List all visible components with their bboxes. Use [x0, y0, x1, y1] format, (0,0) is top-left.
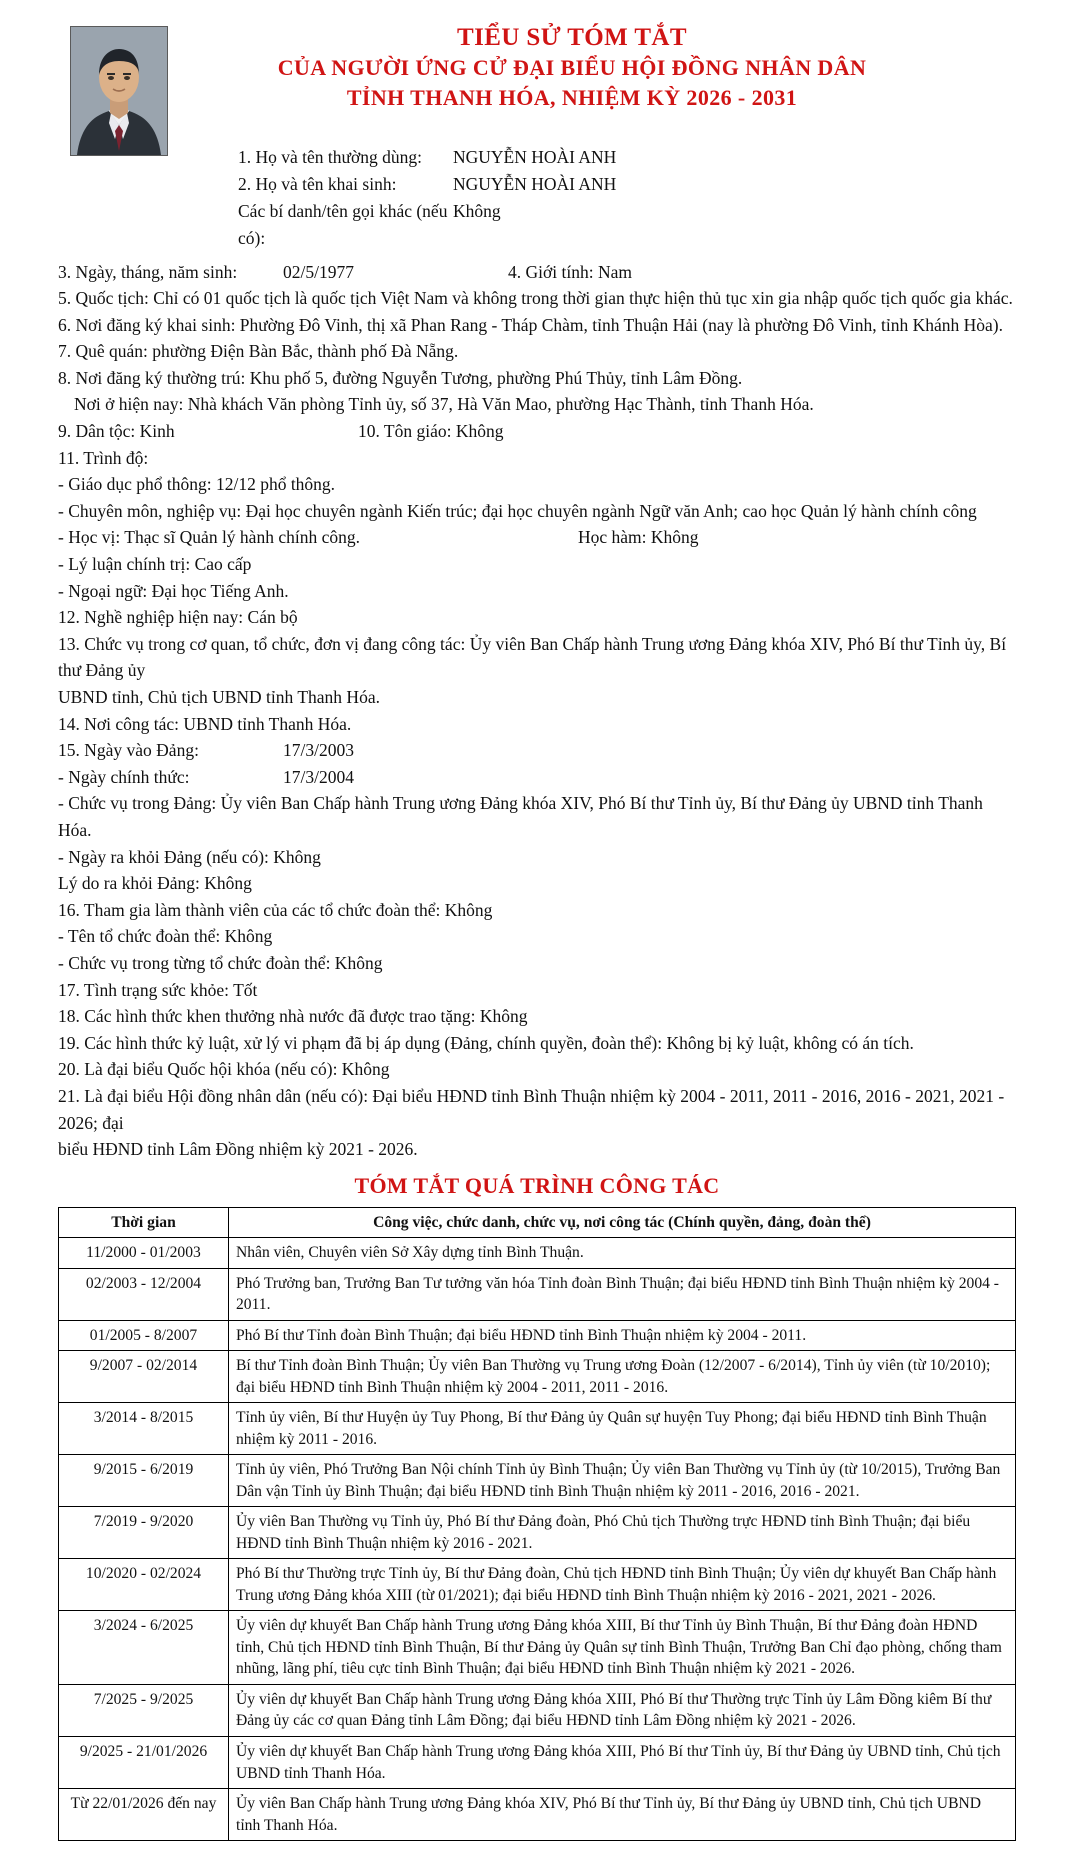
health-line: 17. Tình trạng sức khỏe: Tốt [58, 979, 258, 1000]
cell-period: 9/2007 - 02/2014 [59, 1351, 229, 1403]
cell-period: Từ 22/01/2026 đến nay [59, 1789, 229, 1841]
current-address-line: Nơi ở hiện nay: Nhà khách Văn phòng Tỉnh ủy, số 37, Hà Văn Mao, phường Hạc Thành, tỉnh Thanh Hóa. [74, 394, 814, 415]
people-council-delegate-line-2: biểu HĐND tỉnh Lâm Đồng nhiệm kỳ 2021 - 2026. [58, 1139, 418, 1160]
ethnicity-religion-row [58, 418, 1016, 445]
dob-value: 02/5/1977 [283, 261, 354, 282]
cell-description: Tỉnh ủy viên, Phó Trưởng Ban Nội chính Tỉnh ủy Bình Thuận; Ủy viên Ban Thường vụ Tỉnh ủy (từ 10/2015), Trưởng Ban Dân vận Tỉnh ủy Bình Thuận; đại biểu HĐND tỉnh Bình Thuận nhiệm kỳ 2011 - 2016, 2016 - 2021. [229, 1455, 1016, 1507]
table-row [59, 1611, 1016, 1685]
identity-label: 1. Họ và tên thường dùng: [238, 147, 422, 167]
cell-description: Ủy viên dự khuyết Ban Chấp hành Trung ương Đảng khóa XIII, Bí thư Tỉnh ủy Bình Thuận, Bí thư Đảng đoàn HĐND tỉnh, Chủ tịch HĐND tỉnh Bình Thuận, Bí thư Đảng ủy Quân sự tỉnh Bình Thuận, Trưởng Ban Chỉ đạo phòng, chống tham nhũng, lãng phí, tiêu cực tỉnh Bình Thuận; đại biểu HĐND tỉnh Bình Thuận nhiệm kỳ 2021 - 2026. [229, 1611, 1016, 1685]
education-major-line: - Chuyên môn, nghiệp vụ: Đại học chuyên ngành Kiến trúc; đại học chuyên ngành Ngữ văn Anh; cao học Quản lý hành chính công [58, 500, 977, 521]
organizations-line: 16. Tham gia làm thành viên của các tổ chức đoàn thể: Không [58, 899, 493, 920]
career-section-title: TÓM TẮT QUÁ TRÌNH CÔNG TÁC [354, 1172, 720, 1198]
party-official-label: - Ngày chính thức: [58, 766, 190, 787]
cell-period: 11/2000 - 01/2003 [59, 1238, 229, 1269]
cell-period: 3/2024 - 6/2025 [59, 1611, 229, 1685]
career-table [58, 1207, 1016, 1841]
cell-description: Ủy viên dự khuyết Ban Chấp hành Trung ương Đảng khóa XIII, Phó Bí thư Tỉnh ủy, Bí thư Đảng ủy UBND tỉnh, Chủ tịch UBND tỉnh Thanh Hóa. [229, 1737, 1016, 1789]
cell-description: Phó Bí thư Tỉnh đoàn Bình Thuận; đại biểu HĐND tỉnh Bình Thuận nhiệm kỳ 2004 - 2011. [229, 1320, 1016, 1351]
occupation-line: 12. Nghề nghiệp hiện nay: Cán bộ [58, 607, 298, 628]
birth-registration-line: 6. Nơi đăng ký khai sinh: Phường Đô Vinh, thị xã Phan Rang - Tháp Chàm, tỉnh Thuận Hải (nay là phường Đô Vinh, tỉnh Khánh Hòa). [58, 314, 1003, 335]
biography-body [58, 259, 1016, 1163]
table-row [59, 1737, 1016, 1789]
table-row [59, 1238, 1016, 1269]
table-row [59, 1351, 1016, 1403]
table-row [59, 1559, 1016, 1611]
party-join-value: 17/3/2003 [283, 740, 354, 761]
identity-block [58, 144, 1016, 253]
people-council-delegate-line-1: 21. Là đại biểu Hội đồng nhân dân (nếu có): Đại biểu HĐND tỉnh Bình Thuận nhiệm kỳ 2004 - 2011, 2011 - 2016, 2016 - 2021, 2021 - 2026; đại [58, 1085, 1009, 1133]
nationality-line: 5. Quốc tịch: Chỉ có 01 quốc tịch là quốc tịch Việt Nam và không trong thời gian thực hiện thủ tục xin gia nhập quốc tịch quốc gia khác. [58, 288, 1013, 309]
title-line-3: TỈNH THANH HÓA, NHIỆM KỲ 2026 - 2031 [346, 84, 798, 110]
cell-period: 7/2019 - 9/2020 [59, 1507, 229, 1559]
column-header-description: Công việc, chức danh, chức vụ, nơi công tác (Chính quyền, đảng, đoàn thể) [229, 1207, 1016, 1238]
national-assembly-delegate-line: 20. Là đại biểu Quốc hội khóa (nếu có): Không [58, 1059, 390, 1080]
identity-value: NGUYỄN HOÀI ANH [453, 174, 617, 195]
gender-label: 4. Giới tính: Nam [508, 261, 632, 282]
party-official-value: 17/3/2004 [283, 766, 354, 787]
column-header-period: Thời gian [59, 1207, 229, 1238]
cell-description: Phó Bí thư Thường trực Tỉnh ủy, Bí thư Đảng đoàn, Chủ tịch HĐND tỉnh Bình Thuận; Ủy viên dự khuyết Ban Chấp hành Trung ương Đảng khóa XIII (từ 01/2021); đại biểu HĐND tỉnh Bình Thuận nhiệm kỳ 2016 - 2021, 2021 - 2026. [229, 1559, 1016, 1611]
table-row [59, 1684, 1016, 1736]
party-position-line: - Chức vụ trong Đảng: Ủy viên Ban Chấp hành Trung ương Đảng khóa XIV, Phó Bí thư Tỉnh ủy, Bí thư Đảng ủy UBND tỉnh Thanh Hóa. [58, 793, 988, 840]
organization-names-line: - Tên tổ chức đoàn thể: Không [58, 926, 273, 947]
party-official-row [58, 764, 1016, 791]
title-block [58, 22, 1016, 112]
party-leave-date-line: - Ngày ra khỏi Đảng (nếu có): Không [58, 846, 321, 867]
degree-label: - Học vị: Thạc sĩ Quản lý hành chính công. [58, 527, 360, 548]
dob-row [58, 259, 1016, 286]
political-theory-line: - Lý luận chính trị: Cao cấp [58, 554, 252, 575]
cell-period: 7/2025 - 9/2025 [59, 1684, 229, 1736]
awards-line: 18. Các hình thức khen thưởng nhà nước đã được trao tặng: Không [58, 1006, 528, 1027]
cell-period: 3/2014 - 8/2015 [59, 1403, 229, 1455]
cell-period: 10/2020 - 02/2024 [59, 1559, 229, 1611]
residence-line: 8. Nơi đăng ký thường trú: Khu phố 5, đường Nguyễn Tương, phường Phú Thủy, tỉnh Lâm Đồng. [58, 367, 743, 388]
party-join-row [58, 737, 1016, 764]
title-line-1: TIỂU SỬ TÓM TẮT [457, 24, 687, 51]
title-line-2: CỦA NGƯỜI ỨNG CỬ ĐẠI BIỂU HỘI ĐỒNG NHÂN DÂN [277, 55, 867, 80]
cell-description: Ủy viên Ban Chấp hành Trung ương Đảng khóa XIV, Phó Bí thư Tỉnh ủy, Bí thư Đảng ủy UBND tỉnh, Chủ tịch UBND tỉnh Thanh Hóa. [229, 1789, 1016, 1841]
cell-description: Ủy viên dự khuyết Ban Chấp hành Trung ương Đảng khóa XIII, Phó Bí thư Thường trực Tỉnh ủy Lâm Đồng kiêm Bí thư Đảng ủy các cơ quan Đảng tỉnh Lâm Đồng; đại biểu HĐND tỉnh Lâm Đồng nhiệm kỳ 2021 - 2026. [229, 1684, 1016, 1736]
cell-period: 9/2025 - 21/01/2026 [59, 1737, 229, 1789]
education-general-line: - Giáo dục phổ thông: 12/12 phổ thông. [58, 474, 336, 495]
identity-label: 2. Họ và tên khai sinh: [238, 174, 397, 195]
workplace-line: 14. Nơi công tác: UBND tỉnh Thanh Hóa. [58, 713, 352, 734]
identity-row [238, 144, 1016, 171]
portrait-photo [70, 26, 168, 156]
position-line-2: UBND tỉnh, Chủ tịch UBND tỉnh Thanh Hóa. [58, 687, 380, 707]
table-row [59, 1455, 1016, 1507]
table-row [59, 1789, 1016, 1841]
position-line-1: 13. Chức vụ trong cơ quan, tổ chức, đơn vị đang công tác: Ủy viên Ban Chấp hành Trung ương Đảng khóa XIV, Phó Bí thư Tỉnh ủy, Bí thư Đảng ủy [58, 633, 1011, 681]
cell-description: Nhân viên, Chuyên viên Sở Xây dựng tỉnh Bình Thuận. [229, 1238, 1016, 1269]
cell-description: Ủy viên Ban Thường vụ Tỉnh ủy, Phó Bí thư Đảng đoàn, Phó Chủ tịch Thường trực HĐND tỉnh Bình Thuận; đại biểu HĐND tỉnh Bình Thuận nhiệm kỳ 2016 - 2021. [229, 1507, 1016, 1559]
cell-description: Phó Trưởng ban, Trưởng Ban Tư tưởng văn hóa Tỉnh đoàn Bình Thuận; đại biểu HĐND tỉnh Bình Thuận nhiệm kỳ 2004 - 2011. [229, 1268, 1016, 1320]
party-leave-reason-line: Lý do ra khỏi Đảng: Không [58, 873, 252, 894]
dob-label: 3. Ngày, tháng, năm sinh: [58, 261, 238, 282]
academic-title-label: Học hàm: Không [578, 527, 699, 548]
ethnicity-label: 9. Dân tộc: Kinh [58, 421, 175, 442]
identity-row [238, 171, 1016, 198]
table-row [59, 1320, 1016, 1351]
cell-period: 02/2003 - 12/2004 [59, 1268, 229, 1320]
cell-description: Tỉnh ủy viên, Bí thư Huyện ủy Tuy Phong, Bí thư Đảng ủy Quân sự huyện Tuy Phong; đại biểu HĐND tỉnh Bình Thuận nhiệm kỳ 2011 - 2016. [229, 1403, 1016, 1455]
table-row [59, 1403, 1016, 1455]
identity-label: Các bí danh/tên gọi khác (nếu có): [238, 201, 448, 249]
cell-description: Bí thư Tỉnh đoàn Bình Thuận; Ủy viên Ban Thường vụ Trung ương Đoàn (12/2007 - 6/2014), Tỉnh ủy viên (từ 10/2010); đại biểu HĐND tỉnh Bình Thuận nhiệm kỳ 2004 - 2011, 2011 - 2016. [229, 1351, 1016, 1403]
table-header-row [59, 1207, 1016, 1238]
identity-value: NGUYỄN HOÀI ANH [453, 147, 617, 167]
party-join-label: 15. Ngày vào Đảng: [58, 740, 199, 761]
discipline-line: 19. Các hình thức kỷ luật, xử lý vi phạm đã bị áp dụng (Đảng, chính quyền, đoàn thể): Không bị kỷ luật, không có án tích. [58, 1032, 914, 1053]
document-header [58, 22, 1016, 134]
organization-positions-line: - Chức vụ trong từng tổ chức đoàn thể: Không [58, 952, 383, 973]
cell-period: 9/2015 - 6/2019 [59, 1455, 229, 1507]
table-row [59, 1507, 1016, 1559]
table-row [59, 1268, 1016, 1320]
education-heading: 11. Trình độ: [58, 447, 149, 468]
identity-row [238, 198, 1016, 252]
identity-value: Không [453, 201, 501, 222]
foreign-language-line: - Ngoại ngữ: Đại học Tiếng Anh. [58, 580, 289, 601]
cell-period: 01/2005 - 8/2007 [59, 1320, 229, 1351]
religion-label: 10. Tôn giáo: Không [358, 421, 504, 442]
degree-row [58, 524, 1016, 551]
hometown-line: 7. Quê quán: phường Điện Bàn Bắc, thành phố Đà Nẵng. [58, 341, 459, 362]
